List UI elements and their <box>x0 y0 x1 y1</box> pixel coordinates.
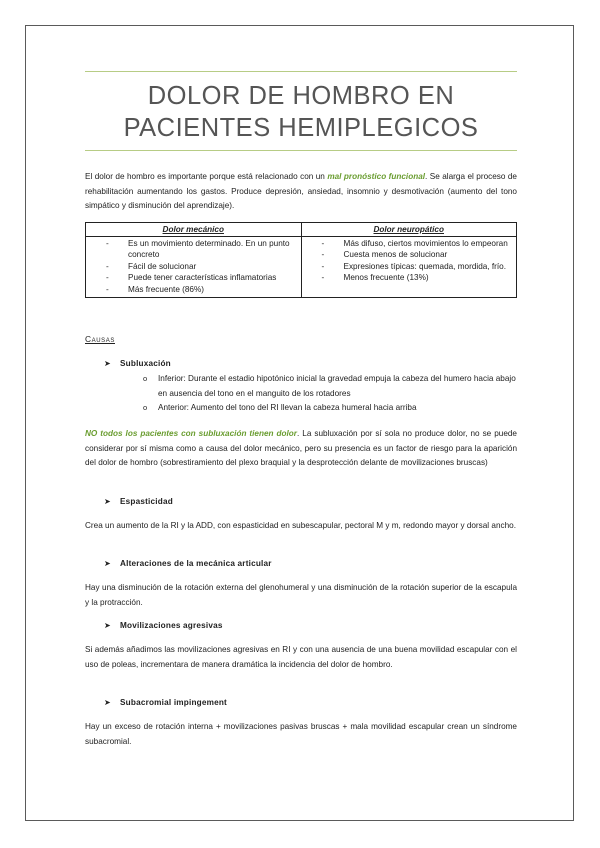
subluxacion-note <box>85 427 517 471</box>
movilizaciones-title: Movilizaciones agresivas <box>120 621 223 630</box>
list-item: o Inferior: Durante el estadio hipotónico inicial la gravedad empuja la cabeza del humero hacia abajo en ausencia del tono en el manguito de los rotadores <box>143 372 523 401</box>
causas-heading: Causas <box>85 334 115 344</box>
arrow-bullet-icon: ➤ <box>104 621 111 630</box>
mecanica-heading <box>104 559 272 568</box>
espasticidad-title: Espasticidad <box>120 497 173 506</box>
intro-text: El dolor de hombro es importante porque está relacionado con un <box>85 172 328 181</box>
neuropatico-list <box>306 238 513 284</box>
list-item: - Fácil de solucionar <box>90 261 297 273</box>
table-body-row <box>86 236 517 298</box>
arrow-bullet-icon: ➤ <box>104 497 111 506</box>
title-top-rule <box>85 71 517 72</box>
list-item: - Más difuso, ciertos movimientos lo empeoran <box>306 238 513 250</box>
subluxacion-note-text: . La subluxación por sí sola no produce dolor, no se puede considerar por sí misma como a causa del dolor mecánico, pero su presencia es un factor de riesgo para la aparición del dolor de hombro (sobrestiramiento del plexo braquial y la desprotección delante de movilizaciones bruscas) <box>85 429 517 467</box>
intro-paragraph <box>85 170 517 214</box>
list-item: - Expresiones típicas: quemada, mordida, frío. <box>306 261 513 273</box>
header-neuropatico: Dolor neuropático <box>301 223 517 237</box>
espasticidad-heading <box>104 497 173 506</box>
list-item: - Es un movimiento determinado. En un punto concreto <box>90 238 297 261</box>
subacromial-title: Subacromial impingement <box>120 698 227 707</box>
header-mecanico: Dolor mecánico <box>86 223 302 237</box>
arrow-bullet-icon: ➤ <box>104 559 111 568</box>
movilizaciones-heading <box>104 621 223 630</box>
subluxacion-title: Subluxación <box>120 359 171 368</box>
mecanica-title: Alteraciones de la mecánica articular <box>120 559 272 568</box>
subluxacion-heading <box>104 359 171 368</box>
neuropatico-cell <box>301 236 517 298</box>
list-item: - Puede tener características inflamatorias <box>90 272 297 284</box>
intro-text-rest: . Se alarga el proceso de rehabilitación aumentando los gastos. Produce depresión, ansiedad, insomnio y desmotivación (aumento del tono simpático y disminución del aprendizaje). <box>85 172 517 210</box>
title-line-2: PACIENTES HEMIPLEGICOS <box>123 114 479 142</box>
mecanico-list <box>90 238 297 296</box>
intro-highlight: mal pronóstico funcional <box>327 172 426 181</box>
arrow-bullet-icon: ➤ <box>104 698 111 707</box>
mecanica-text: Hay una disminución de la rotación externa del glenohumeral y una disminución de la rotación superior de la escapula y la protracción. <box>85 583 517 607</box>
subacromial-text: Hay un exceso de rotación interna + movilizaciones pasivas bruscas + mala movilidad escapular crean un síndrome subacromial. <box>85 722 517 746</box>
title-line-1: DOLOR DE HOMBRO EN <box>147 82 455 110</box>
table-header-row <box>86 223 517 237</box>
mecanico-cell <box>86 236 302 298</box>
list-item: o Anterior: Aumento del tono del RI llevan la cabeza humeral hacia arriba <box>143 401 523 416</box>
subluxacion-note-highlight: NO todos los pacientes con subluxación tienen dolor <box>85 429 297 438</box>
pain-comparison-table <box>85 222 517 298</box>
list-item: - Cuesta menos de solucionar <box>306 249 513 261</box>
movilizaciones-text: Si además añadimos las movilizaciones agresivas en RI y con una ausencia de una buena movilidad escapular con el uso de poleas, incrementara de manera dramática la incidencia del dolor de hombro. <box>85 645 517 669</box>
list-item: - Menos frecuente (13%) <box>306 272 513 284</box>
list-item: - Más frecuente (86%) <box>90 284 297 296</box>
arrow-bullet-icon: ➤ <box>104 359 111 368</box>
page-title <box>85 80 517 144</box>
espasticidad-text: Crea un aumento de la RI y la ADD, con espasticidad en subescapular, pectoral M y m, redondo mayor y dorsal ancho. <box>85 521 516 530</box>
title-bottom-rule <box>85 150 517 151</box>
subacromial-heading <box>104 698 227 707</box>
subluxacion-list <box>143 372 523 416</box>
